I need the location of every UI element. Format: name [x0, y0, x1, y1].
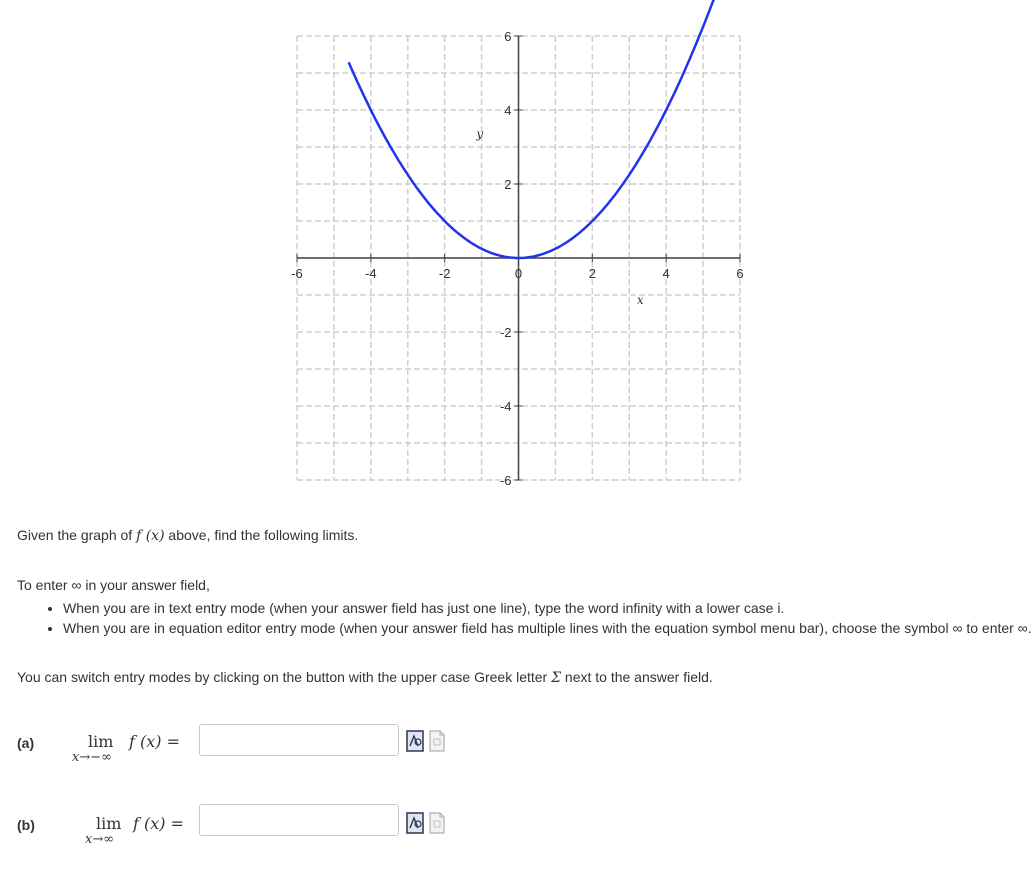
- equation-editor-icon[interactable]: [406, 812, 424, 834]
- switch-mode-text: [17, 667, 713, 688]
- list-item: [63, 618, 1033, 638]
- part-label: (a): [17, 735, 35, 751]
- switch-prefix: You can switch entry modes by clicking on the button with the upper case Greek letter: [17, 669, 548, 685]
- y-tick-label: -6: [499, 473, 512, 488]
- limit-expression: [72, 722, 188, 772]
- answer-input-a[interactable]: [199, 724, 399, 756]
- intro-suffix: above, find the following limits.: [168, 527, 359, 543]
- y-tick-label: -2: [499, 325, 512, 340]
- y-axis-label: y: [476, 126, 484, 141]
- part-label: (b): [17, 817, 35, 833]
- infinity-symbol: ∞: [71, 577, 82, 593]
- lim-word: lim: [96, 814, 122, 833]
- x-tick-label: -6: [291, 266, 303, 281]
- help-document-icon[interactable]: [428, 812, 446, 834]
- intro-function: f (x): [136, 528, 165, 544]
- instruction-list: [45, 598, 1033, 638]
- limit-expression: [78, 804, 188, 854]
- lim-function: f (x) =: [133, 814, 185, 833]
- equation-editor-icon[interactable]: [406, 730, 424, 752]
- bullet-equation-mode: When you are in equation editor entry mode (when your answer field has multiple lines with the equation symbol menu bar), choose the symbol: [63, 620, 949, 636]
- y-tick-label: -4: [499, 399, 512, 414]
- lim-subscript: x→∞: [85, 832, 115, 847]
- bullet-mid: to enter: [966, 620, 1014, 636]
- infinity-symbol: ∞: [952, 620, 963, 636]
- intro-prefix: Given the graph of: [17, 527, 133, 543]
- answer-input-b[interactable]: [199, 804, 399, 836]
- bullet-text-mode: When you are in text entry mode (when your answer field has just one line), type the word infinity with a lower case i.: [63, 600, 785, 616]
- intro-text: [17, 525, 358, 546]
- infinity-symbol: ∞: [1017, 620, 1028, 636]
- help-document-icon[interactable]: [428, 730, 446, 752]
- x-tick-label: 4: [662, 266, 670, 281]
- x-axis-label: x: [636, 293, 644, 307]
- part-a: [0, 722, 1024, 772]
- enter-infinity-text: [17, 575, 210, 595]
- lim-function: f (x) =: [129, 732, 181, 751]
- x-tick-label: 0: [514, 266, 523, 281]
- sigma-symbol: Σ: [551, 670, 562, 686]
- lim-word: lim: [88, 732, 114, 751]
- x-tick-label: -4: [365, 266, 377, 281]
- switch-suffix: next to the answer field.: [564, 669, 713, 685]
- part-b: [0, 804, 1024, 854]
- x-tick-label: -2: [438, 266, 451, 281]
- y-tick-label: 6: [504, 29, 512, 44]
- y-tick-label: 2: [504, 177, 512, 192]
- list-item: [63, 598, 1033, 618]
- series-line: [349, 0, 715, 258]
- y-tick-label: 4: [504, 103, 512, 118]
- enter-suffix: in your answer field,: [85, 577, 210, 593]
- enter-prefix: To enter: [17, 577, 68, 593]
- x-tick-label: 6: [736, 266, 744, 281]
- x-tick-label: 2: [588, 266, 596, 281]
- function-graph: [270, 20, 760, 495]
- lim-subscript: x→−∞: [72, 750, 112, 765]
- bullet-end: .: [1027, 620, 1032, 636]
